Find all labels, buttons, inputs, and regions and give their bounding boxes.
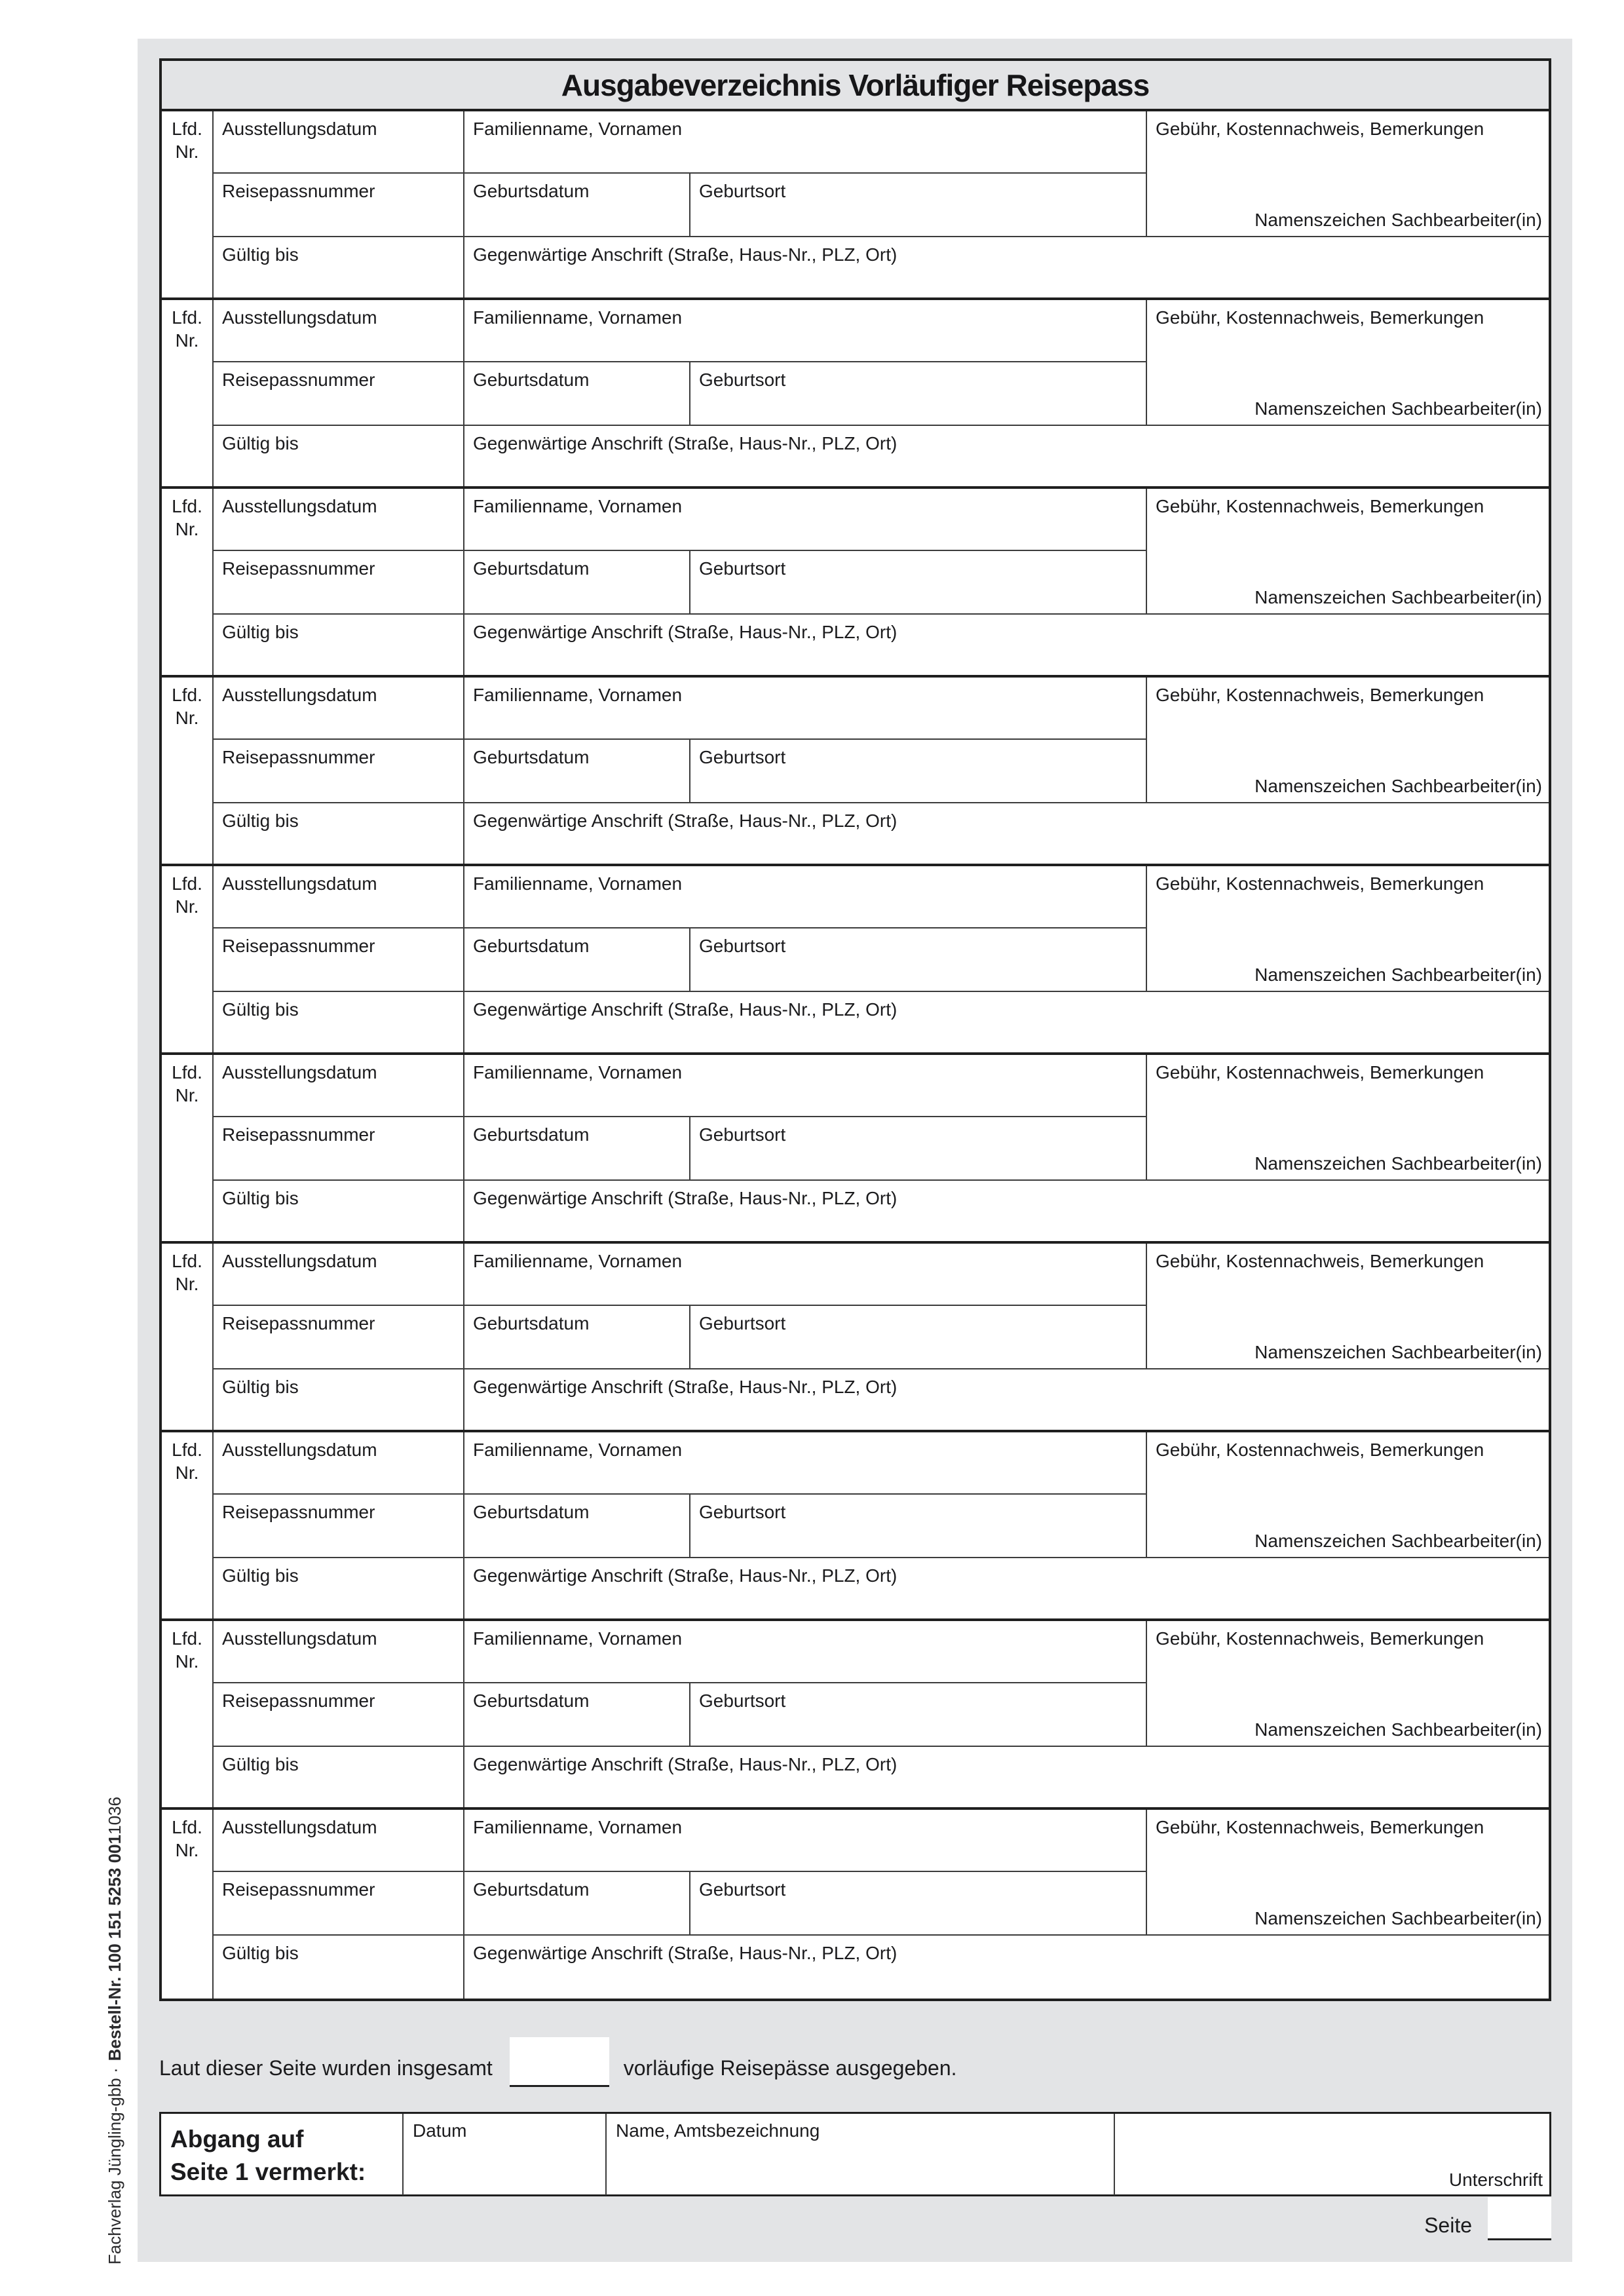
birth-date-label: Geburtsdatum	[473, 936, 590, 956]
birth-date-label: Geburtsdatum	[473, 1502, 590, 1522]
birth-date-cell	[464, 551, 690, 615]
current-address-label: Gegenwärtige Anschrift (Straße, Haus-Nr., PLZ, Ort)	[473, 1377, 897, 1397]
birth-place-label: Geburtsort	[699, 181, 786, 201]
valid-until-label: Gültig bis	[222, 1754, 299, 1774]
page-number-field[interactable]	[1488, 2197, 1551, 2240]
birth-place-cell	[690, 551, 1146, 615]
fee-remarks-cell	[1146, 1621, 1549, 1747]
entry-block	[162, 866, 1549, 1055]
birth-place-label: Geburtsort	[699, 1502, 786, 1522]
form-code: 1036	[104, 1797, 124, 1835]
birth-place-cell	[690, 740, 1146, 803]
valid-until-cell	[214, 1558, 464, 1618]
current-address-cell	[464, 1936, 1549, 1999]
serial-number-label-line1: Lfd.	[172, 1817, 202, 1837]
name-title-label: Name, Amtsbezeichnung	[616, 2120, 820, 2141]
birth-date-label: Geburtsdatum	[473, 747, 590, 767]
birth-date-cell	[464, 928, 690, 992]
clerk-initials-label: Namenszeichen Sachbearbeiter(in)	[1255, 587, 1542, 607]
valid-until-cell	[214, 1369, 464, 1430]
family-name-label: Familienname, Vornamen	[473, 685, 683, 705]
current-address-cell	[464, 1181, 1549, 1241]
issue-date-cell	[214, 111, 464, 174]
order-number: Bestell-Nr. 100 151 5253 001	[104, 1834, 124, 2061]
family-name-cell	[464, 489, 1146, 551]
birth-date-cell	[464, 174, 690, 237]
serial-number-label-line2: Nr.	[175, 1840, 199, 1860]
fee-remarks-label: Gebühr, Kostennachweis, Bemerkungen	[1156, 1628, 1484, 1649]
passport-number-cell	[214, 1117, 464, 1181]
fee-remarks-cell	[1146, 866, 1549, 992]
valid-until-cell	[214, 1181, 464, 1241]
entry-block	[162, 300, 1549, 489]
family-name-label: Familienname, Vornamen	[473, 1062, 683, 1082]
serial-number-label-line2: Nr.	[175, 1651, 199, 1672]
passport-number-cell	[214, 551, 464, 615]
current-address-cell	[464, 1747, 1549, 1807]
clerk-initials-label: Namenszeichen Sachbearbeiter(in)	[1255, 776, 1542, 796]
serial-number-label-line2: Nr.	[175, 708, 199, 728]
serial-number-label-line1: Lfd.	[172, 1251, 202, 1271]
birth-date-label: Geburtsdatum	[473, 1691, 590, 1711]
serial-number-label-line1: Lfd.	[172, 1440, 202, 1460]
passport-number-label: Reisepassnummer	[222, 1691, 375, 1711]
birth-date-label: Geburtsdatum	[473, 1313, 590, 1333]
birth-place-cell	[690, 1117, 1146, 1181]
summary-text-after: vorläufige Reisepässe ausgegeben.	[623, 2056, 957, 2080]
entry-block	[162, 1810, 1549, 1999]
publisher-name: Fachverlag Jüngling-gbb ·	[104, 2067, 124, 2265]
birth-place-cell	[690, 1495, 1146, 1558]
passport-number-label: Reisepassnummer	[222, 181, 375, 201]
passport-number-cell	[214, 1683, 464, 1747]
birth-date-label: Geburtsdatum	[473, 181, 590, 201]
serial-number-label-line1: Lfd.	[172, 1062, 202, 1082]
valid-until-label: Gültig bis	[222, 1377, 299, 1397]
birth-place-label: Geburtsort	[699, 558, 786, 579]
birth-place-cell	[690, 174, 1146, 237]
entry-block	[162, 678, 1549, 866]
page-number-row	[1424, 2197, 1551, 2240]
current-address-label: Gegenwärtige Anschrift (Straße, Haus-Nr., PLZ, Ort)	[473, 1943, 897, 1963]
issue-date-label: Ausstellungsdatum	[222, 496, 377, 516]
family-name-label: Familienname, Vornamen	[473, 496, 683, 516]
form-title: Ausgabeverzeichnis Vorläufiger Reisepass	[561, 67, 1150, 102]
birth-date-label: Geburtsdatum	[473, 558, 590, 579]
issued-count-field[interactable]	[510, 2037, 609, 2087]
entry-block	[162, 1244, 1549, 1432]
abgang-label-line1: Abgang auf	[170, 2126, 304, 2152]
date-label: Datum	[413, 2120, 467, 2141]
clerk-initials-label: Namenszeichen Sachbearbeiter(in)	[1255, 1719, 1542, 1740]
birth-date-label: Geburtsdatum	[473, 1124, 590, 1145]
family-name-label: Familienname, Vornamen	[473, 307, 683, 328]
form-sheet	[138, 39, 1572, 2262]
issue-date-label: Ausstellungsdatum	[222, 1817, 377, 1837]
valid-until-label: Gültig bis	[222, 622, 299, 642]
entry-block	[162, 489, 1549, 678]
current-address-cell	[464, 992, 1549, 1052]
issue-date-label: Ausstellungsdatum	[222, 873, 377, 894]
passport-number-cell	[214, 174, 464, 237]
current-address-label: Gegenwärtige Anschrift (Straße, Haus-Nr., PLZ, Ort)	[473, 622, 897, 642]
current-address-label: Gegenwärtige Anschrift (Straße, Haus-Nr., PLZ, Ort)	[473, 244, 897, 265]
current-address-label: Gegenwärtige Anschrift (Straße, Haus-Nr., PLZ, Ort)	[473, 999, 897, 1020]
birth-date-cell	[464, 740, 690, 803]
signature-label: Unterschrift	[1448, 2169, 1543, 2190]
passport-number-label: Reisepassnummer	[222, 558, 375, 579]
serial-number-label-line2: Nr.	[175, 896, 199, 917]
fee-remarks-cell	[1146, 1432, 1549, 1558]
fee-remarks-label: Gebühr, Kostennachweis, Bemerkungen	[1156, 1251, 1484, 1271]
passport-number-label: Reisepassnummer	[222, 936, 375, 956]
serial-number-label-line2: Nr.	[175, 519, 199, 539]
serial-number-cell	[162, 300, 214, 486]
current-address-cell	[464, 615, 1549, 675]
issue-date-cell	[214, 678, 464, 740]
clerk-initials-label: Namenszeichen Sachbearbeiter(in)	[1255, 1531, 1542, 1551]
summary-text-before: Laut dieser Seite wurden insgesamt	[159, 2056, 493, 2080]
issue-date-cell	[214, 1055, 464, 1117]
fee-remarks-cell	[1146, 1244, 1549, 1369]
valid-until-label: Gültig bis	[222, 1943, 299, 1963]
valid-until-cell	[214, 1936, 464, 1999]
family-name-label: Familienname, Vornamen	[473, 1628, 683, 1649]
entry-block	[162, 1621, 1549, 1810]
serial-number-label-line2: Nr.	[175, 330, 199, 351]
clerk-initials-label: Namenszeichen Sachbearbeiter(in)	[1255, 1153, 1542, 1174]
family-name-cell	[464, 300, 1146, 362]
family-name-cell	[464, 1244, 1146, 1306]
serial-number-cell	[162, 489, 214, 675]
issue-date-cell	[214, 866, 464, 928]
birth-place-cell	[690, 362, 1146, 426]
family-name-cell	[464, 1055, 1146, 1117]
fee-remarks-cell	[1146, 1810, 1549, 1936]
fee-remarks-cell	[1146, 111, 1549, 237]
fee-remarks-label: Gebühr, Kostennachweis, Bemerkungen	[1156, 1440, 1484, 1460]
clerk-initials-label: Namenszeichen Sachbearbeiter(in)	[1255, 1342, 1542, 1362]
entry-block	[162, 1055, 1549, 1244]
valid-until-cell	[214, 992, 464, 1052]
abgang-label-line2: Seite 1 vermerkt:	[170, 2158, 366, 2185]
serial-number-cell	[162, 1432, 214, 1618]
serial-number-label-line2: Nr.	[175, 1085, 199, 1105]
current-address-label: Gegenwärtige Anschrift (Straße, Haus-Nr., PLZ, Ort)	[473, 1188, 897, 1208]
fee-remarks-cell	[1146, 489, 1549, 615]
summary-line	[159, 2036, 957, 2087]
family-name-label: Familienname, Vornamen	[473, 1440, 683, 1460]
fee-remarks-label: Gebühr, Kostennachweis, Bemerkungen	[1156, 1062, 1484, 1082]
family-name-label: Familienname, Vornamen	[473, 1817, 683, 1837]
serial-number-cell	[162, 1621, 214, 1807]
clerk-initials-label: Namenszeichen Sachbearbeiter(in)	[1255, 398, 1542, 419]
issue-date-label: Ausstellungsdatum	[222, 685, 377, 705]
publisher-imprint	[100, 1797, 130, 2265]
issue-register-form	[159, 58, 1551, 2001]
date-cell	[404, 2114, 607, 2195]
birth-date-cell	[464, 362, 690, 426]
fee-remarks-label: Gebühr, Kostennachweis, Bemerkungen	[1156, 307, 1484, 328]
clerk-initials-label: Namenszeichen Sachbearbeiter(in)	[1255, 210, 1542, 230]
valid-until-label: Gültig bis	[222, 999, 299, 1020]
passport-number-label: Reisepassnummer	[222, 1502, 375, 1522]
valid-until-label: Gültig bis	[222, 1188, 299, 1208]
birth-place-label: Geburtsort	[699, 1691, 786, 1711]
family-name-label: Familienname, Vornamen	[473, 119, 683, 139]
sign-off-table	[159, 2112, 1551, 2196]
page-number-label: Seite	[1424, 2213, 1472, 2237]
fee-remarks-label: Gebühr, Kostennachweis, Bemerkungen	[1156, 1817, 1484, 1837]
serial-number-label-line1: Lfd.	[172, 119, 202, 139]
family-name-label: Familienname, Vornamen	[473, 1251, 683, 1271]
birth-date-label: Geburtsdatum	[473, 370, 590, 390]
entry-block	[162, 1432, 1549, 1621]
valid-until-cell	[214, 1747, 464, 1807]
issue-date-label: Ausstellungsdatum	[222, 1062, 377, 1082]
serial-number-label-line1: Lfd.	[172, 307, 202, 328]
issue-date-cell	[214, 1244, 464, 1306]
current-address-cell	[464, 803, 1549, 864]
serial-number-label-line2: Nr.	[175, 1463, 199, 1483]
serial-number-cell	[162, 1244, 214, 1430]
birth-date-cell	[464, 1306, 690, 1369]
valid-until-label: Gültig bis	[222, 1565, 299, 1586]
valid-until-label: Gültig bis	[222, 433, 299, 453]
birth-place-label: Geburtsort	[699, 1124, 786, 1145]
family-name-cell	[464, 866, 1146, 928]
fee-remarks-label: Gebühr, Kostennachweis, Bemerkungen	[1156, 685, 1484, 705]
passport-number-label: Reisepassnummer	[222, 747, 375, 767]
abgang-header-cell	[161, 2114, 404, 2195]
serial-number-label-line2: Nr.	[175, 1274, 199, 1294]
entry-block	[162, 111, 1549, 300]
passport-number-cell	[214, 740, 464, 803]
family-name-cell	[464, 111, 1146, 174]
issue-date-label: Ausstellungsdatum	[222, 1440, 377, 1460]
birth-place-label: Geburtsort	[699, 747, 786, 767]
form-title-band	[162, 61, 1549, 111]
current-address-cell	[464, 237, 1549, 297]
valid-until-cell	[214, 237, 464, 297]
passport-number-cell	[214, 928, 464, 992]
family-name-cell	[464, 1432, 1146, 1495]
birth-date-cell	[464, 1495, 690, 1558]
serial-number-label-line1: Lfd.	[172, 1628, 202, 1649]
birth-place-label: Geburtsort	[699, 1313, 786, 1333]
birth-place-cell	[690, 1872, 1146, 1936]
current-address-label: Gegenwärtige Anschrift (Straße, Haus-Nr., PLZ, Ort)	[473, 811, 897, 831]
issue-date-cell	[214, 1432, 464, 1495]
valid-until-cell	[214, 803, 464, 864]
issue-date-label: Ausstellungsdatum	[222, 307, 377, 328]
entry-blocks-container	[162, 111, 1549, 1999]
fee-remarks-label: Gebühr, Kostennachweis, Bemerkungen	[1156, 496, 1484, 516]
birth-date-label: Geburtsdatum	[473, 1879, 590, 1900]
fee-remarks-label: Gebühr, Kostennachweis, Bemerkungen	[1156, 873, 1484, 894]
birth-date-cell	[464, 1683, 690, 1747]
birth-place-label: Geburtsort	[699, 936, 786, 956]
passport-number-cell	[214, 1872, 464, 1936]
valid-until-cell	[214, 615, 464, 675]
passport-number-label: Reisepassnummer	[222, 1879, 375, 1900]
current-address-label: Gegenwärtige Anschrift (Straße, Haus-Nr., PLZ, Ort)	[473, 1565, 897, 1586]
issue-date-label: Ausstellungsdatum	[222, 119, 377, 139]
serial-number-label-line2: Nr.	[175, 142, 199, 162]
birth-place-cell	[690, 928, 1146, 992]
serial-number-cell	[162, 866, 214, 1052]
passport-number-cell	[214, 1306, 464, 1369]
clerk-initials-label: Namenszeichen Sachbearbeiter(in)	[1255, 965, 1542, 985]
issue-date-cell	[214, 489, 464, 551]
name-title-cell	[607, 2114, 1115, 2195]
current-address-cell	[464, 1369, 1549, 1430]
birth-place-label: Geburtsort	[699, 1879, 786, 1900]
passport-number-label: Reisepassnummer	[222, 1124, 375, 1145]
serial-number-cell	[162, 1055, 214, 1241]
current-address-cell	[464, 1558, 1549, 1618]
valid-until-label: Gültig bis	[222, 811, 299, 831]
current-address-label: Gegenwärtige Anschrift (Straße, Haus-Nr., PLZ, Ort)	[473, 433, 897, 453]
clerk-initials-label: Namenszeichen Sachbearbeiter(in)	[1255, 1908, 1542, 1928]
serial-number-cell	[162, 1810, 214, 1999]
serial-number-cell	[162, 111, 214, 297]
family-name-cell	[464, 1621, 1146, 1683]
issue-date-cell	[214, 1810, 464, 1872]
birth-place-cell	[690, 1683, 1146, 1747]
valid-until-cell	[214, 426, 464, 486]
passport-number-label: Reisepassnummer	[222, 370, 375, 390]
current-address-cell	[464, 426, 1549, 486]
issue-date-cell	[214, 300, 464, 362]
serial-number-label-line1: Lfd.	[172, 496, 202, 516]
family-name-label: Familienname, Vornamen	[473, 873, 683, 894]
issue-date-cell	[214, 1621, 464, 1683]
fee-remarks-cell	[1146, 678, 1549, 803]
family-name-cell	[464, 1810, 1146, 1872]
serial-number-label-line1: Lfd.	[172, 873, 202, 894]
passport-number-label: Reisepassnummer	[222, 1313, 375, 1333]
valid-until-label: Gültig bis	[222, 244, 299, 265]
fee-remarks-cell	[1146, 1055, 1549, 1181]
serial-number-cell	[162, 678, 214, 864]
birth-place-cell	[690, 1306, 1146, 1369]
family-name-cell	[464, 678, 1146, 740]
issue-date-label: Ausstellungsdatum	[222, 1628, 377, 1649]
fee-remarks-label: Gebühr, Kostennachweis, Bemerkungen	[1156, 119, 1484, 139]
signature-cell	[1115, 2114, 1549, 2195]
passport-number-cell	[214, 362, 464, 426]
birth-date-cell	[464, 1872, 690, 1936]
passport-number-cell	[214, 1495, 464, 1558]
birth-date-cell	[464, 1117, 690, 1181]
fee-remarks-cell	[1146, 300, 1549, 426]
issue-date-label: Ausstellungsdatum	[222, 1251, 377, 1271]
current-address-label: Gegenwärtige Anschrift (Straße, Haus-Nr., PLZ, Ort)	[473, 1754, 897, 1774]
serial-number-label-line1: Lfd.	[172, 685, 202, 705]
birth-place-label: Geburtsort	[699, 370, 786, 390]
